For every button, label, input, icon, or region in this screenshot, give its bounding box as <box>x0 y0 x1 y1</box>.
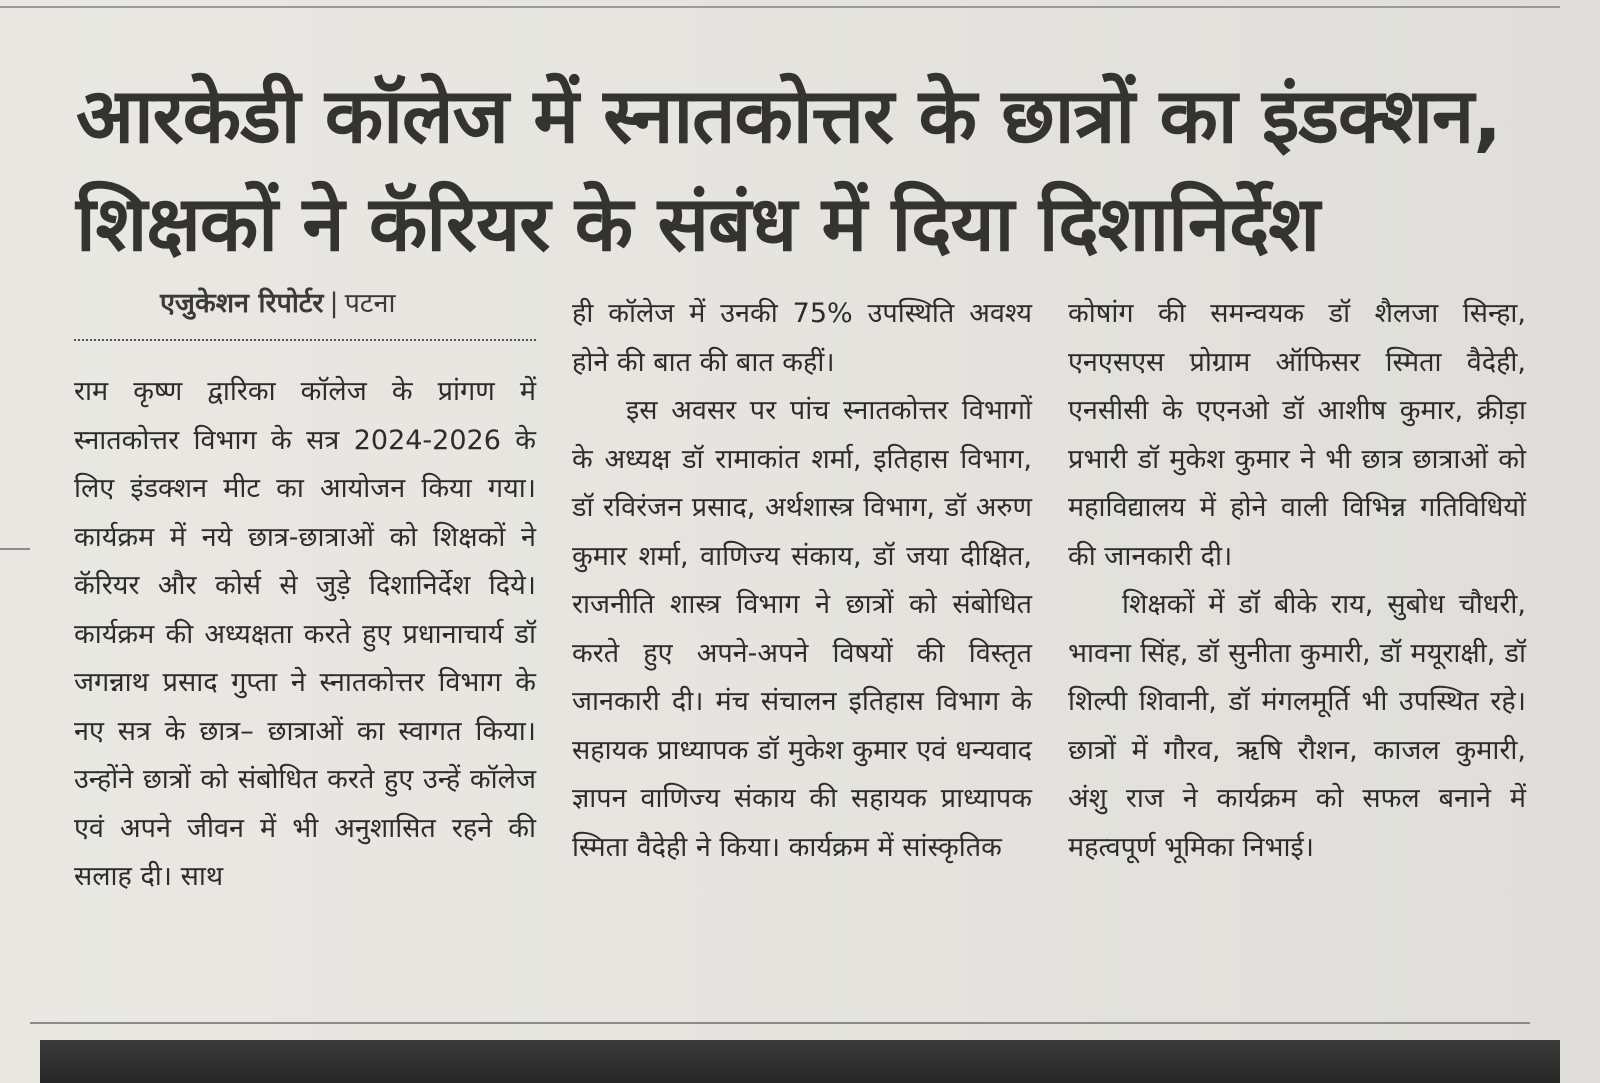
bottom-rule <box>30 1022 1530 1024</box>
column-2-paragraph-2: इस अवसर पर पांच स्नातकोत्तर विभागों के अध्यक्ष डॉ रामाकांत शर्मा, इतिहास विभाग, डॉ रविरंजन प्रसाद, अर्थशास्त्र विभाग, डॉ अरुण कुमार शर्मा, वाणिज्य संकाय, डॉ जया दीक्षित, राजनीति शास्त्र विभाग ने छात्रों को संबोधित करते हुए अपने-अपने विषयों की विस्तृत जानकारी दी। मंच संचालन इतिहास विभाग के सहायक प्राध्यापक डॉ मुकेश कुमार एवं धन्यवाद ज्ञापन वाणिज्य संकाय की सहायक प्राध्यापक स्मिता वैदेही ने किया। कार्यक्रम में सांस्कृतिक <box>572 395 1032 863</box>
column-3-paragraph-1: कोषांग की समन्वयक डॉ शैलजा सिन्हा, एनएसएस प्रोग्राम ऑफिसर स्मिता वैदेही, एनसीसी के एएनओ डॉ आशीष कुमार, क्रीड़ा प्रभारी डॉ मुकेश कुमार ने भी छात्र छात्राओं को महाविद्यालय में होने वाली विभिन्न गतिविधियों की जानकारी दी। <box>1068 298 1526 572</box>
byline-place: पटना <box>344 288 396 319</box>
byline <box>160 283 396 320</box>
headline <box>76 62 1556 278</box>
byline-separator: | <box>329 288 339 319</box>
headline-line-2: शिक्षकों ने कॅरियर के संबंध में दिया दिशानिर्देश <box>76 179 1320 268</box>
byline-dotted-rule <box>74 339 536 341</box>
article-column-3 <box>1068 290 1526 872</box>
column-1-paragraph-1: राम कृष्ण द्वारिका कॉलेज के प्रांगण में स्नातकोत्तर विभाग के सत्र 2024-2026 के लिए इंडक्शन मीट का आयोजन किया गया। कार्यक्रम में नये छात्र-छात्राओं को शिक्षकों ने कॅरियर और कोर्स से जुड़े दिशानिर्देश दिये। कार्यक्रम की अध्यक्षता करते हुए प्रधानाचार्य डॉ जगन्नाथ प्रसाद गुप्ता ने स्नातकोत्तर विभाग के नए सत्र के छात्र– छात्राओं का स्वागत किया। उन्होंने छात्रों को संबोधित करते हुए उन्हें कॉलेज एवं अपने जीवन में भी अनुशासित रहने की सलाह दी। साथ <box>74 376 536 892</box>
column-tick-mark <box>0 548 30 550</box>
article-column-1 <box>74 368 536 902</box>
column-2-paragraph-1: ही कॉलेज में उनकी 75% उपस्थिति अवश्य होने की बात की बात कहीं। <box>572 298 1032 378</box>
top-rule <box>0 6 1560 8</box>
headline-line-1: आरकेडी कॉलेज में स्नातकोत्तर के छात्रों का इंडक्शन, <box>76 71 1501 160</box>
article-column-2 <box>572 290 1032 872</box>
column-3-paragraph-2: शिक्षकों में डॉ बीके राय, सुबोध चौधरी, भावना सिंह, डॉ सुनीता कुमारी, डॉ मयूराक्षी, डॉ शिल्पी शिवानी, डॉ मंगलमूर्ति भी उपस्थित रहे। छात्रों में गौरव, ऋषि रौशन, काजल कुमारी, अंशु राज ने कार्यक्रम को सफल बनाने में महत्वपूर्ण भूमिका निभाई। <box>1068 589 1526 863</box>
byline-reporter: एजुकेशन रिपोर्टर <box>160 288 324 319</box>
next-article-band <box>40 1040 1560 1083</box>
